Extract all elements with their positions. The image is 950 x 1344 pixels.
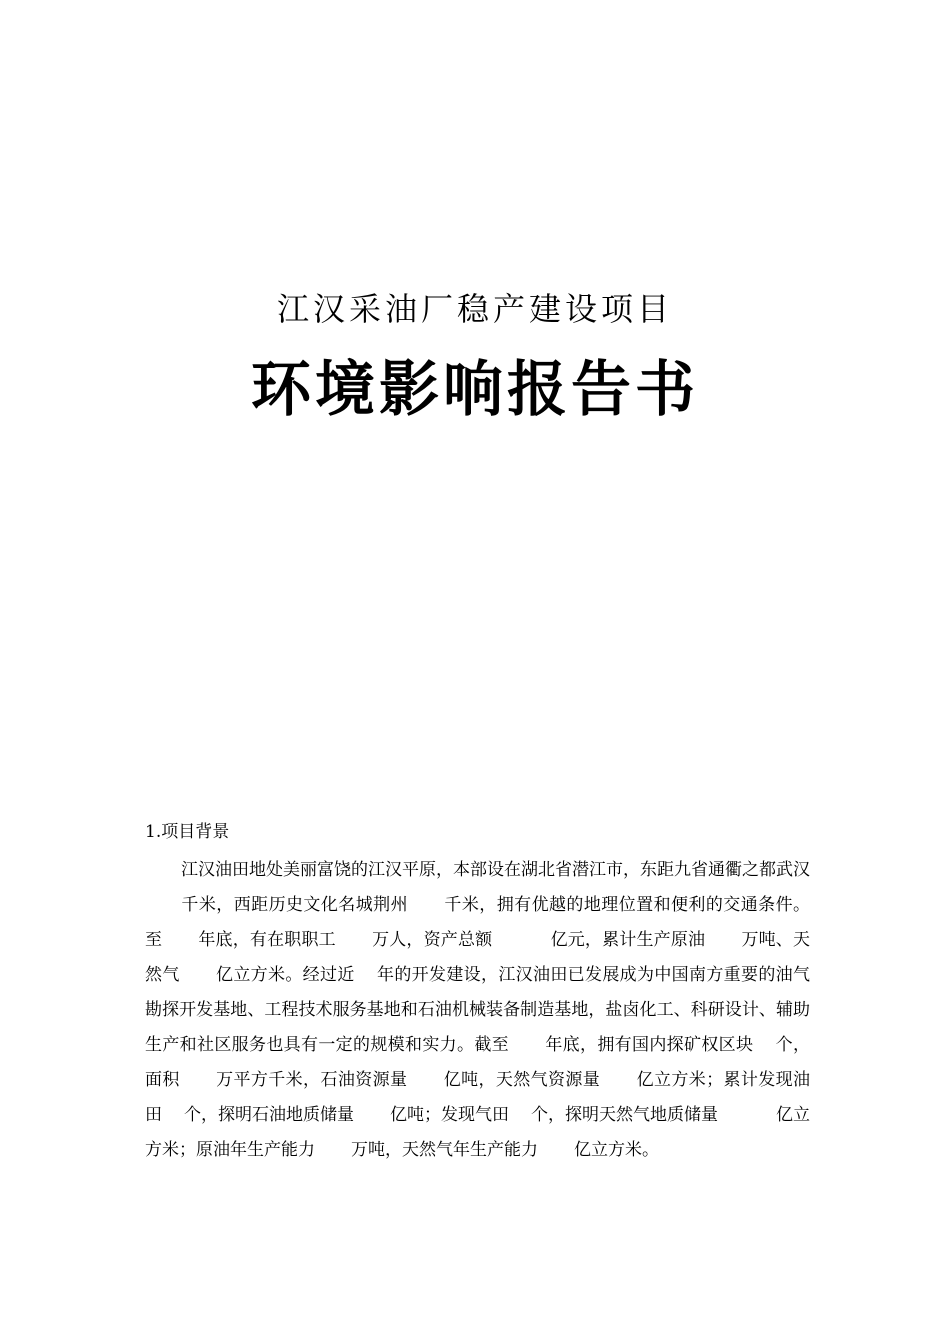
text-segment: 万平方千米，石油资源量 <box>215 1070 408 1090</box>
text-segment: 万吨、天然气 <box>145 930 810 985</box>
text-segment: 年的开发建设，江汉油田已发展成为中国南方重要的油气勘探开发基地、工程技术服务基地和石油机械装备制造基地，盐卤化工、科研设计、辅助生产和社区服务也具有一定的规模和实力。截至 <box>145 965 811 1055</box>
section-heading: 1.项目背景 <box>145 822 230 842</box>
text-segment: 万人，资产总额 <box>371 930 493 950</box>
text-segment: 江汉油田地处美丽富饶的江汉平原，本部设在湖北省潜江市，东距九省通衢之都武汉 <box>181 860 810 880</box>
project-background-section <box>145 818 810 1168</box>
report-title: 环境影响报告书 <box>251 355 699 425</box>
text-segment: 个，面积 <box>145 1035 811 1090</box>
text-segment: 亿吨；发现气田 <box>390 1105 509 1125</box>
text-segment: 亿立方米。经过近 <box>215 965 355 985</box>
text-segment: 年底，拥有国内探矿权区块 <box>545 1035 754 1055</box>
text-segment: 亿立方米；累计发现油田 <box>145 1070 811 1125</box>
text-segment: 千米，拥有优越的地理位置和便利的交通条件。至 <box>145 895 810 950</box>
text-segment: 亿立方米；原油年生产能力 <box>145 1105 810 1160</box>
background-paragraph <box>145 853 810 1168</box>
text-segment: 个，探明天然气地质储量 <box>531 1105 718 1125</box>
text-segment: 千米，西距历史文化名城荆州 <box>181 895 408 915</box>
text-segment: 万吨，天然气年生产能力 <box>351 1140 538 1160</box>
text-segment: 亿立方米。 <box>574 1140 659 1160</box>
project-name: 江汉采油厂稳产建设项目 <box>276 290 673 328</box>
text-segment: 亿吨，天然气资源量 <box>443 1070 601 1090</box>
text-segment: 年底，有在职职工 <box>198 930 336 950</box>
text-segment: 亿元，累计生产原油 <box>550 930 706 950</box>
text-segment: 个，探明石油地质储量 <box>184 1105 354 1125</box>
